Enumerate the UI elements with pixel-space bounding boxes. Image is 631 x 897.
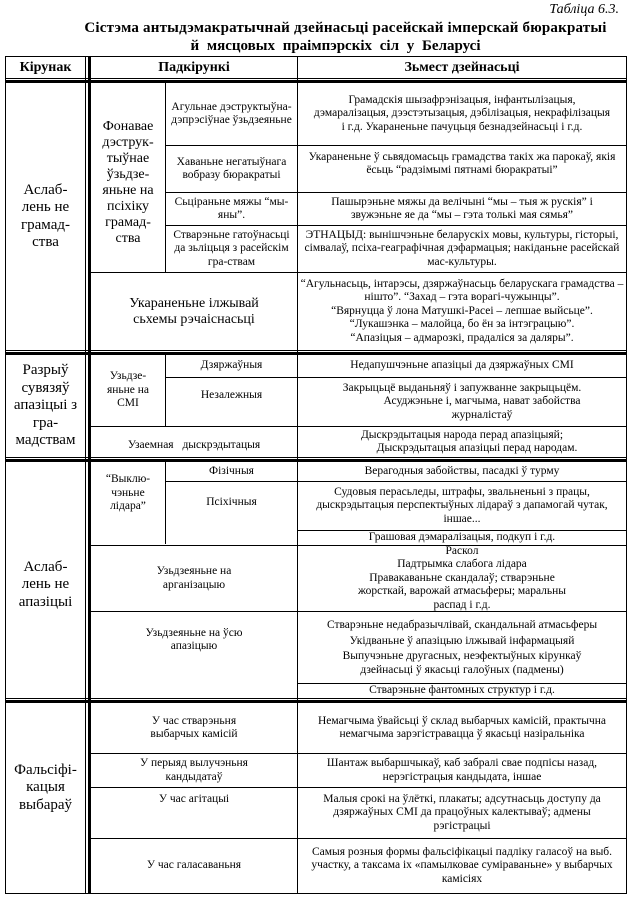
content-line: Укідваньне ў апазіцыю ілжывай інфармацыяй [349, 634, 575, 647]
content-commission-formation: Немагчыма ўвайсьці ў склад выбарчых камісій, практычна немагчыма зарэгістравацца ў якасьці назіральніка [317, 714, 606, 740]
content-false-reality-scheme [298, 273, 626, 350]
header-direction: Кірунак [19, 59, 72, 75]
direction-weakening-opposition [6, 462, 85, 698]
group-media-influence [91, 355, 165, 426]
content-erasing-boundary: Пашырэньне мяжы да велічыні “мы – тыя ж рускія” і звужэньне яе да “мы – гэта толькі мая сямья” [331, 195, 593, 221]
sub-campaigning: У час агітацыі [158, 793, 230, 805]
content-line: Асуджэньне і, магчыма, нават забойства журналістаў [383, 395, 581, 421]
content-candidate-nomination: Шантаж выбаршчыкаў, каб забралі свае подпісы назад, нерэгістрацыя кандыдата, іншае [326, 757, 598, 783]
sub-hiding-negative-image: Хаваньне негатыўнага вобразу бюракратыі [176, 155, 287, 181]
content-phantom-structures: Стварэньне фантомных структур і г.д. [369, 684, 555, 697]
sub-false-reality-scheme: Укараненьне ілжывай сьхемы рэчаіснасьці [129, 295, 259, 327]
content-line: Правакаваньне скандалаў; стварэньне жорсткай, варожай атмасьферы; маральны распад і г.д. [357, 571, 567, 611]
sub-state-media: Дзяржаўныя [200, 359, 263, 372]
content-line: Падтрымка слабога лідара [397, 558, 527, 571]
sub-commission-formation: У час стварэньня выбарчых камісій [150, 714, 238, 740]
direction-text: Фальсіфі-кацыя выбараў [14, 761, 77, 813]
group-background-influence [91, 83, 165, 272]
content-influence-whole-opposition [298, 612, 626, 683]
sub-merging-readiness: Стварэньне гатоўнасьці да зьліцьця з расейскім гра-ствам [173, 228, 290, 268]
sub-text: Узьдзеяньне на ўсю апазіцыю [145, 626, 243, 652]
sub-psychological: Псіхічныя [206, 496, 257, 509]
content-hiding-negative-image: Укараненьне ў сьвядомасьць грамадства такіх жа парокаў, якія ёсьць “радзімымі пятнамі бюракратыі” [308, 150, 616, 176]
header-subdirections: Падкірункі [158, 59, 230, 75]
direction-text: Разрыў сувязяў апазіцыі з гра-мадствам [13, 362, 78, 449]
sub-candidate-nomination: У перыяд вылучэньня кандыдатаў [140, 757, 248, 783]
content-line: Выпучэньне другасных, неэфектыўных кірункаў дзейнасьці ў якасьці галоўных (падмены) [342, 650, 582, 676]
content-independent-media [298, 378, 626, 426]
table-caption: Табліца 6.3. [549, 2, 619, 17]
content-mutual-discrediting [298, 427, 626, 457]
sub-text: Узьдзеяньне на арганізацыю [156, 565, 232, 591]
group-text: Фонавае дэструк-тыўнае ўзьдзе-яньне на псіхіку грамад-ства [102, 118, 154, 246]
table-title-line-2: й мясцовых праімпэрскіх сіл у Беларусі [190, 38, 481, 54]
content-line: “Агульнасьць, інтарэсы, дзяржаўнасьць беларускага грамадства – нішто”. “Захад – гэта ворагі-чужынцы”. [300, 277, 624, 304]
content-psychological: Судовыя перасьледы, штрафы, звальненьні з працы, дыскрэдытацыя перспектыўных лідараў з дапамогай чутак, іншае... [316, 485, 608, 525]
content-line: Дыскрэдытацыя апазіцыі перад народам. [376, 442, 578, 454]
content-destructive-influence: Грамадскія шызафрэнізацыя, інфантылізацыя, дэмаралізацыя, дээстэтызацыя, дэбілізацыя, некрафілізацыя і г.д. Укараненьне пачуцьця безнадзейнасьці і г.д. [313, 93, 611, 133]
sub-physical: Фізічныя [209, 464, 254, 477]
sub-erasing-boundary: Сьціраньне мяжы “мы-яны”. [174, 195, 289, 221]
content-line: “Лукашэнка – малойца, бо ён за інтэграцыю”. [349, 318, 575, 331]
content-physical: Верагодныя забойствы, пасадкі ў турму [364, 464, 560, 477]
content-line: Дыскрэдытацыя народа перад апазіцыяй; [360, 428, 564, 441]
direction-breaking-ties [6, 355, 85, 457]
content-line: “Апазіцыя – адмарозкі, прадаліся за даляры”. [350, 331, 574, 344]
content-campaigning: Малыя срокі на ўлёткі, плакаты; адсутнасьць доступу да дзяржаўных СМІ да працоўных калектываў; адмены рэгістрацыі [323, 792, 601, 832]
group-text: Узьдзе-яньне на СМІ [106, 370, 150, 410]
sub-independent-media: Незалежныя [200, 389, 263, 402]
direction-weakening-society [6, 83, 85, 350]
content-line: Раскол [445, 544, 479, 557]
content-voting: Самыя розныя формы фальсіфікацыі падліку галасоў на выб. участку, а таксама іх «памылковае суміраваньне» у выбарчых камісіях [311, 845, 613, 885]
group-text: “Выклю-чэньне лідара” [105, 473, 151, 513]
sub-influence-organization [91, 546, 297, 611]
direction-text: Аслаб-лень не грамад-ства [21, 181, 70, 250]
content-line: Стварэньне недабразычлівай, скандальнай атмасьферы [326, 619, 598, 631]
table-title-line-1: Сістэма антыдэмакратычнай дзейнасьці расейскай імперскай бюракратыі [84, 20, 607, 36]
sub-influence-whole-opposition [91, 612, 297, 698]
content-influence-organization [298, 546, 626, 611]
direction-election-fraud [6, 703, 85, 893]
content-merging-readiness: ЭТНАЦЫД: вынішчэньне беларускіх мовы, культуры, гісторыі, сімвалаў, псіха-геаграфічная дэфармацыя; накіданьне расейскай мас-культуры. [304, 228, 620, 268]
direction-text: Аслаб-лень не апазіцыі [18, 558, 73, 610]
sub-destructive-influence: Агульнае дэструктыўна-дэпрэсіўнае ўзьдзеяньне [171, 100, 292, 126]
group-eliminating-leader [91, 462, 165, 545]
header-content: Зьмест дзейнасьці [404, 59, 520, 75]
content-financial-demoralization: Грашовая дэмаралізацыя, подкуп і г.д. [368, 531, 556, 544]
sub-mutual-discrediting: Узаемная дыскрэдытацыя [127, 439, 261, 452]
sub-voting: У час галасаваньня [146, 859, 242, 872]
content-line: Закрыцьцё выданьняў і запужванне закрыцьцём. [342, 381, 582, 394]
content-line: “Вярнуцца ў лона Матушкі-Расеі – лепшае выйсьце”. [331, 304, 593, 317]
content-state-media: Недапушчэньне апазіцыі да дзяржаўных СМІ [350, 359, 574, 372]
